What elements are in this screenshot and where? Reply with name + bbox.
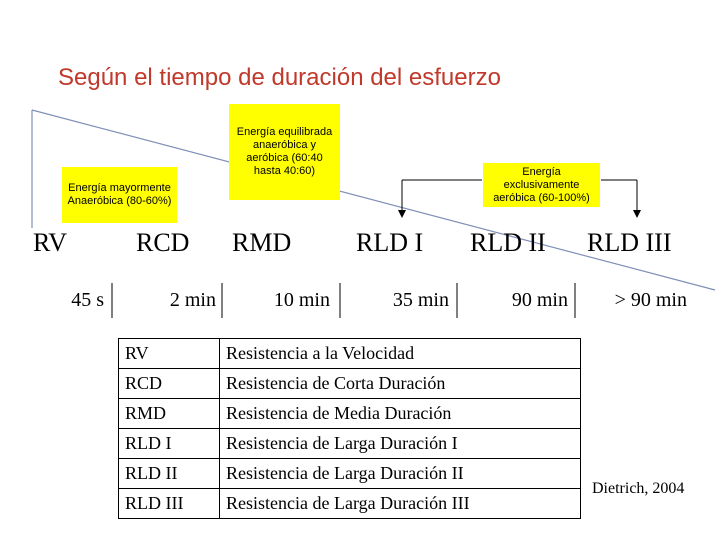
legend-abbr: RLD II (119, 459, 220, 489)
time-label-rld-ii: 90 min (511, 289, 568, 311)
legend-row (119, 429, 581, 459)
time-label-rmd: 10 min (273, 289, 330, 311)
legend-abbr: RMD (119, 399, 220, 429)
energy-box-aerobic: Energía exclusivamente aeróbica (60-100%) (483, 163, 600, 207)
legend-full: Resistencia de Larga Duración I (220, 429, 581, 459)
category-rld-i: RLD I (356, 228, 424, 257)
time-label-rld-i: 35 min (392, 289, 449, 311)
legend-abbr: RV (119, 339, 220, 369)
time-label-rld-iii: > 90 min (614, 289, 687, 311)
legend-abbr: RLD III (119, 489, 220, 519)
category-rv: RV (33, 228, 68, 257)
category-rld-ii: RLD II (470, 228, 546, 257)
time-label-rv: 45 s (71, 289, 104, 311)
category-rmd: RMD (232, 228, 292, 257)
legend-full: Resistencia de Larga Duración III (220, 489, 581, 519)
legend-row (119, 399, 581, 429)
legend-full: Resistencia de Media Duración (220, 399, 581, 429)
legend-full: Resistencia de Larga Duración II (220, 459, 581, 489)
energy-box-balanced: Energía equilibrada anaeróbica y aeróbica (60:40 hasta 40:60) (229, 104, 340, 200)
legend-row (119, 489, 581, 519)
legend-abbr: RLD I (119, 429, 220, 459)
legend-table (118, 338, 581, 519)
time-label-rcd: 2 min (169, 289, 216, 311)
citation: Dietrich, 2004 (592, 480, 685, 497)
legend-row (119, 369, 581, 399)
category-rld-iii: RLD III (587, 228, 672, 257)
category-rcd: RCD (136, 228, 190, 257)
legend-full: Resistencia a la Velocidad (220, 339, 581, 369)
legend-row (119, 459, 581, 489)
legend-full: Resistencia de Corta Duración (220, 369, 581, 399)
legend-abbr: RCD (119, 369, 220, 399)
legend-row (119, 339, 581, 369)
energy-box-anaerobic: Energía mayormente Anaeróbica (80-60%) (62, 167, 177, 223)
diagram-title: Según el tiempo de duración del esfuerzo (58, 64, 501, 91)
